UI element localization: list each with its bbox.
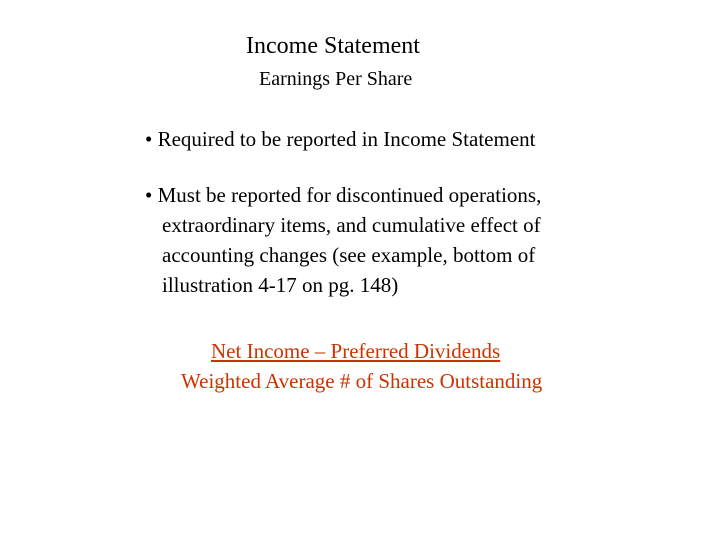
bullet-text-line: extraordinary items, and cumulative effect of xyxy=(162,213,541,237)
formula-numerator: Net Income – Preferred Dividends xyxy=(211,339,501,363)
bullet-discontinued xyxy=(145,180,541,210)
slide-subtitle: Earnings Per Share xyxy=(259,68,413,90)
bullet-required xyxy=(145,124,536,154)
bullet-text-line: illustration 4-17 on pg. 148) xyxy=(162,273,399,297)
bullet-marker: • xyxy=(145,183,153,207)
bullet-text-line: accounting changes (see example, bottom of xyxy=(162,243,536,267)
formula-denominator: Weighted Average # of Shares Outstanding xyxy=(181,369,543,393)
bullet-text: Must be reported for discontinued operations, xyxy=(157,183,542,207)
bullet-marker: • xyxy=(145,127,153,151)
slide-title: Income Statement xyxy=(246,33,420,59)
bullet-text: Required to be reported in Income Statement xyxy=(157,127,536,151)
